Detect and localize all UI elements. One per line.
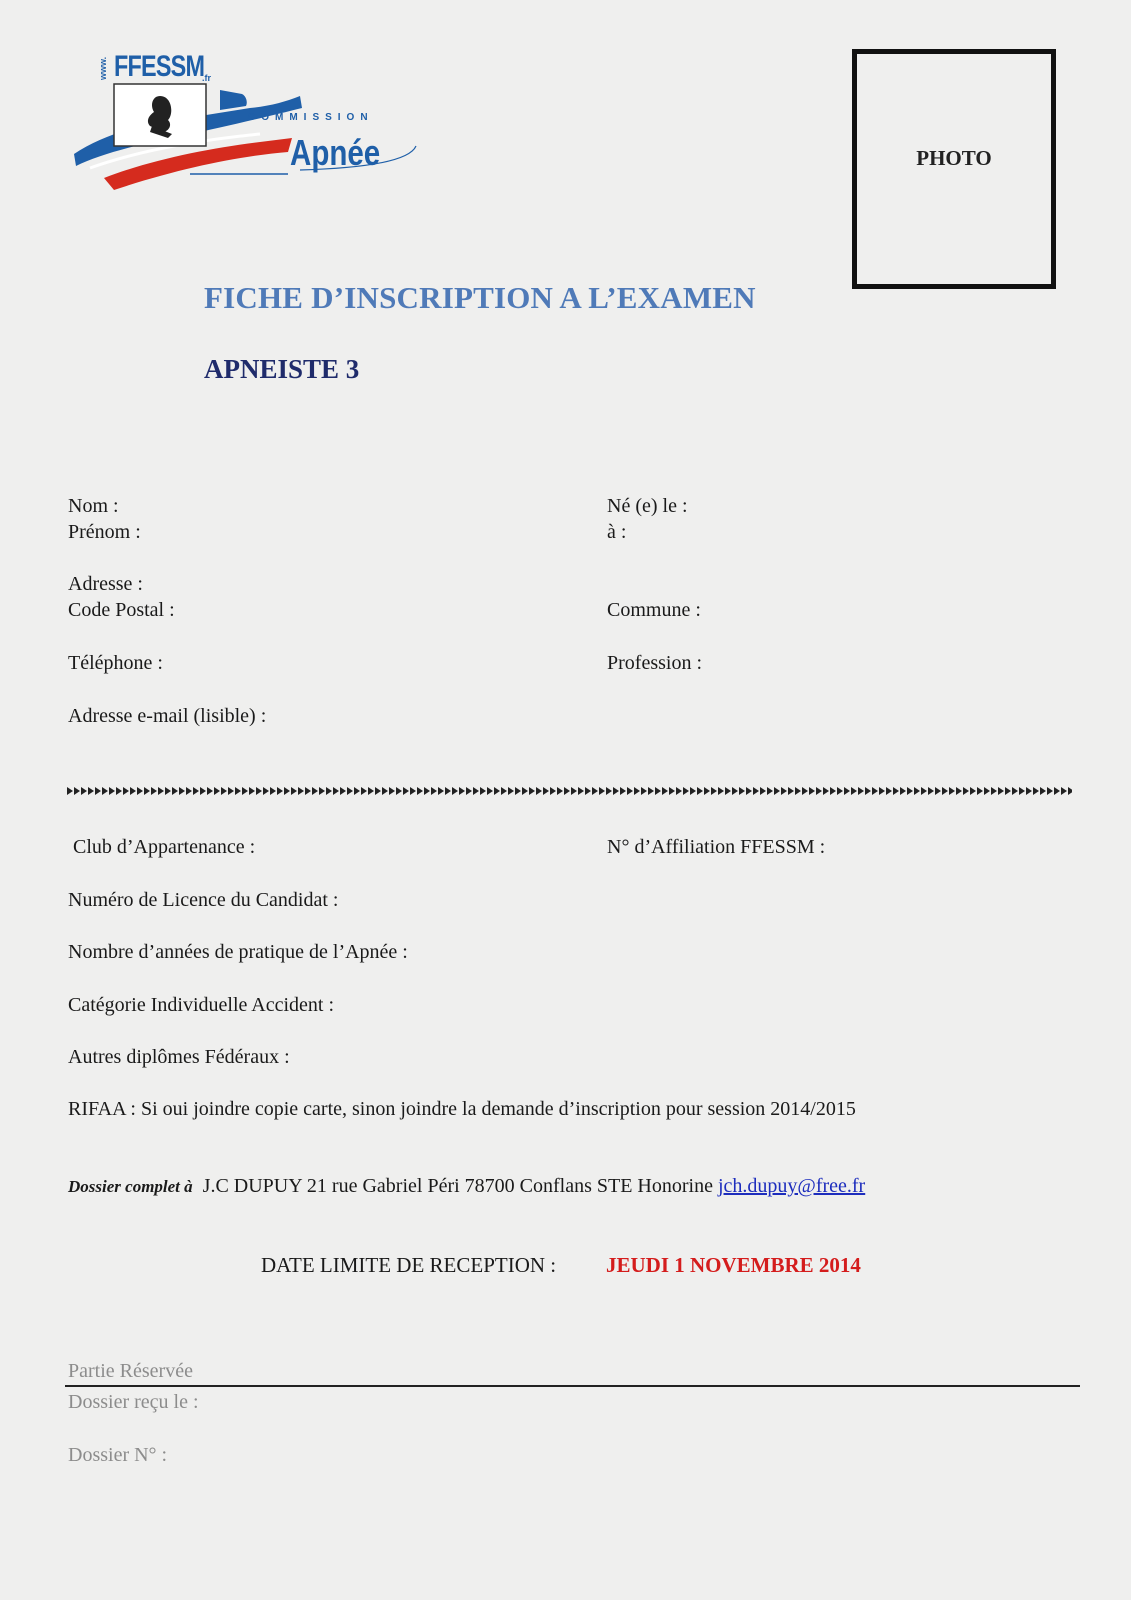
logo-commission-text: COMMISSION [248, 112, 374, 123]
field-email: Adresse e-mail (lisible) : [68, 705, 267, 727]
reserved-recu: Dossier reçu le : [68, 1391, 199, 1413]
dossier-prefix: Dossier complet à [68, 1177, 193, 1196]
field-licence: Numéro de Licence du Candidat : [68, 889, 339, 911]
field-diplomes: Autres diplômes Fédéraux : [68, 1046, 290, 1068]
reserved-divider [65, 1385, 1080, 1387]
field-annees: Nombre d’années de pratique de l’Apnée : [68, 941, 408, 963]
field-rifaa: RIFAA : Si oui joindre copie carte, sinon joindre la demande d’inscription pour session 2014/2015 [68, 1098, 856, 1120]
field-club: Club d’Appartenance : [73, 836, 256, 858]
logo-ffessm-text: FFESSM [114, 50, 205, 83]
field-affiliation: N° d’Affiliation FFESSM : [607, 836, 826, 858]
deadline-label: DATE LIMITE DE RECEPTION : [261, 1253, 557, 1277]
logo-www-text: www. [98, 56, 108, 80]
field-prenom: Prénom : [68, 521, 141, 543]
triangle-separator [67, 784, 1072, 798]
field-profession: Profession : [607, 652, 702, 674]
field-adresse: Adresse : [68, 573, 143, 595]
page-subtitle: APNEISTE 3 [204, 354, 360, 384]
field-lieu-naissance: à : [607, 521, 627, 543]
ffessm-apnee-logo [70, 50, 430, 200]
logo-apnee-text: Apnée [290, 132, 381, 173]
dossier-address: J.C DUPUY 21 rue Gabriel Péri 78700 Conflans STE Honorine [202, 1175, 713, 1197]
field-telephone: Téléphone : [68, 652, 163, 674]
field-nom: Nom : [68, 495, 119, 517]
photo-label: PHOTO [916, 146, 992, 170]
photo-box [852, 49, 1056, 289]
field-categorie: Catégorie Individuelle Accident : [68, 994, 335, 1016]
deadline-value: JEUDI 1 NOVEMBRE 2014 [606, 1253, 861, 1277]
page-title: FICHE D’INSCRIPTION A L’EXAMEN [204, 280, 756, 315]
dossier-email-link[interactable]: jch.dupuy@free.fr [717, 1175, 866, 1197]
field-ne-le: Né (e) le : [607, 495, 688, 517]
field-code-postal: Code Postal : [68, 599, 175, 621]
reserved-title: Partie Réservée [68, 1360, 193, 1382]
logo-fr-text: .fr [202, 73, 211, 83]
reserved-numero: Dossier N° : [68, 1444, 168, 1466]
field-commune: Commune : [607, 599, 701, 621]
dossier-line [68, 1175, 865, 1198]
